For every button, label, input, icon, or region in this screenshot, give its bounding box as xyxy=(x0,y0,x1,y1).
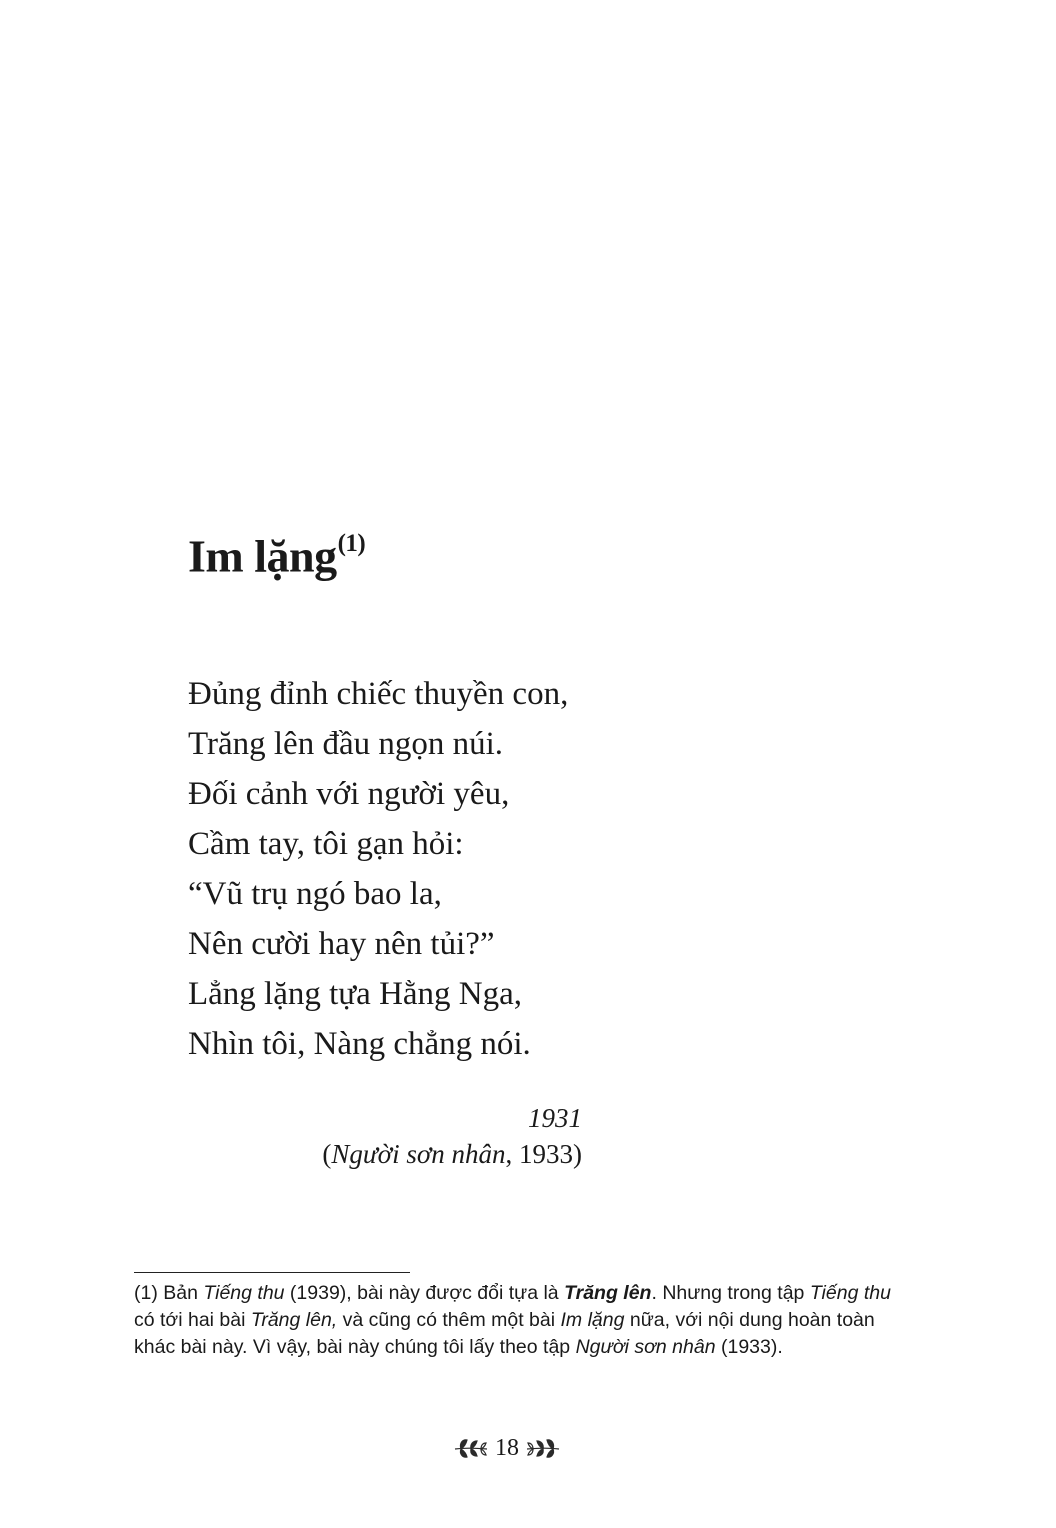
leaf-sprig-left-icon xyxy=(453,1435,489,1461)
poem-line: “Vũ trụ ngó bao la, xyxy=(188,876,442,912)
poem-line: Nhìn tôi, Nàng chẳng nói. xyxy=(188,1026,531,1062)
footnote-line xyxy=(134,1307,894,1334)
source-open-paren: ( xyxy=(322,1139,332,1169)
poem-year: 1931 xyxy=(528,1103,582,1133)
page-folio xyxy=(450,1428,564,1468)
poem-line: Lẳng lặng tựa Hằng Nga, xyxy=(188,976,523,1012)
poem-source xyxy=(188,1136,582,1172)
poem-body xyxy=(188,669,568,1069)
footnote-italic: Trăng lên, xyxy=(250,1309,338,1331)
poem-line: Đủng đỉnh chiếc thuyền con, xyxy=(188,676,569,712)
poem-line: Nên cười hay nên tủi?” xyxy=(188,926,495,962)
footnote-italic: Tiếng thu xyxy=(809,1282,891,1304)
footnote-text: (1) Bản xyxy=(134,1282,204,1304)
footnote-text: (1933). xyxy=(715,1336,783,1358)
footnote-bold-italic: Trăng lên xyxy=(564,1282,652,1304)
source-rest: , 1933) xyxy=(505,1139,582,1169)
poem-title-text: Im lặng xyxy=(188,530,337,582)
poem-line: Trăng lên đầu ngọn núi. xyxy=(188,726,504,762)
footnote-italic: Tiếng thu xyxy=(203,1282,285,1304)
footnote-divider xyxy=(134,1272,410,1273)
footnote-line xyxy=(134,1280,894,1307)
footnote-text: (1939), bài này được đổi tựa là xyxy=(284,1282,565,1304)
footnote-line xyxy=(134,1334,894,1361)
leaf-sprig-right-icon xyxy=(525,1435,561,1461)
footnote-reference[interactable]: (1) xyxy=(337,530,366,557)
footnote-italic: Im lặng xyxy=(560,1309,625,1331)
footnote-text: . Nhưng trong tập xyxy=(651,1282,810,1304)
footnote-text: có tới hai bài xyxy=(134,1309,251,1331)
page-number: 18 xyxy=(495,1435,519,1461)
footnote-text: và cũng có thêm một bài xyxy=(337,1309,561,1331)
footnote-italic: Người sơn nhân xyxy=(575,1336,716,1358)
footnote xyxy=(134,1280,894,1361)
footnote-text: khác bài này. Vì vậy, bài này chúng tôi lấy theo tập xyxy=(134,1336,576,1358)
source-title: Người sơn nhân xyxy=(331,1139,506,1169)
poem-title xyxy=(188,518,365,586)
poem-line: Cầm tay, tôi gạn hỏi: xyxy=(188,826,464,862)
poem-line: Đối cảnh với người yêu, xyxy=(188,776,510,812)
footnote-text: nữa, với nội dung hoàn toàn xyxy=(624,1309,875,1331)
poem-dateline xyxy=(188,1100,582,1172)
